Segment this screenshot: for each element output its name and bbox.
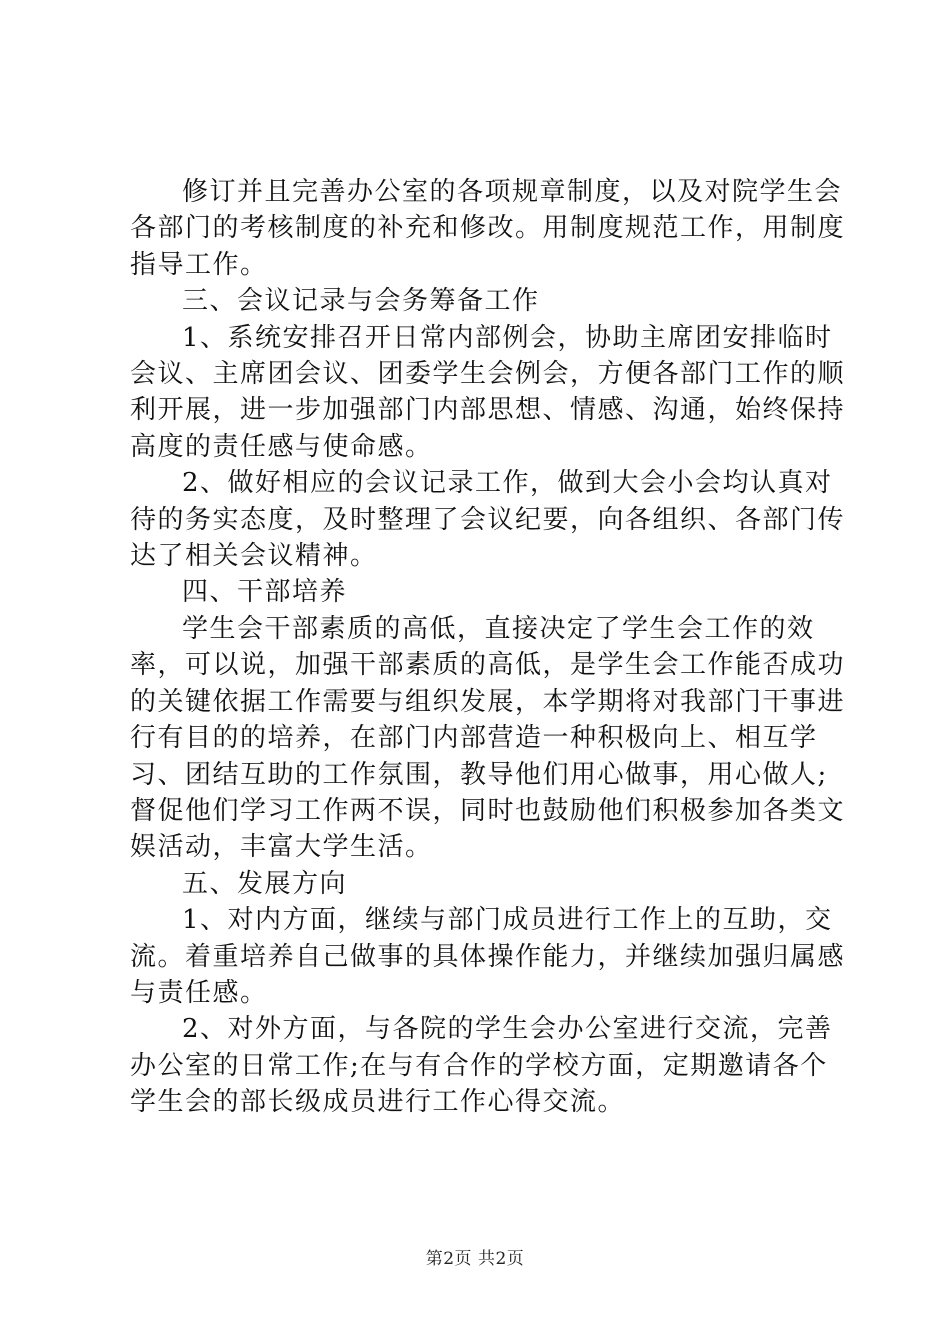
paragraph-meetings-1: 1、系统安排召开日常内部例会，协助主席团安排临时会议、主席团会议、团委学生会例会，方便各部门工作的顺利开展，进一步加强部门内部思想、情感、沟通，始终保持高度的责任感与使命感。 [130,322,846,462]
paragraph-cadre-training: 学生会干部素质的高低，直接决定了学生会工作的效率，可以说，加强干部素质的高低，是学生会工作能否成功的关键依据工作需要与组织发展，本学期将对我部门干事进行有目的的培养，在部门内部营造一种积极向上、相互学习、团结互助的工作氛围，教导他们用心做事，用心做人;督促他们学习工作两不误，同时也鼓励他们积极参加各类文娱活动，丰富大学生活。 [130,613,846,863]
paragraph-regulations: 修订并且完善办公室的各项规章制度，以及对院学生会各部门的考核制度的补充和修改。用制度规范工作，用制度指导工作。 [130,177,846,280]
paragraph-development-internal: 1、对内方面，继续与部门成员进行工作上的互助，交流。着重培养自己做事的具体操作能力，并继续加强归属感与责任感。 [130,905,846,1008]
section-heading-meetings: 三、会议记录与会务筹备工作 [182,286,540,317]
paragraph-development-external: 2、对外方面，与各院的学生会办公室进行交流，完善办公室的日常工作;在与有合作的学校方面，定期邀请各个学生会的部长级成员进行工作心得交流。 [130,1014,833,1118]
page-number-footer: 第2页 共2页 [425,1249,525,1269]
section-heading-development: 五、发展方向 [182,868,348,899]
document-body [130,174,850,1121]
section-heading-cadre-training: 四、干部培养 [182,577,348,608]
paragraph-meetings-2: 2、做好相应的会议记录工作，做到大会小会均认真对待的务实态度，及时整理了会议纪要，向各组织、各部门传达了相关会议精神。 [130,468,846,572]
